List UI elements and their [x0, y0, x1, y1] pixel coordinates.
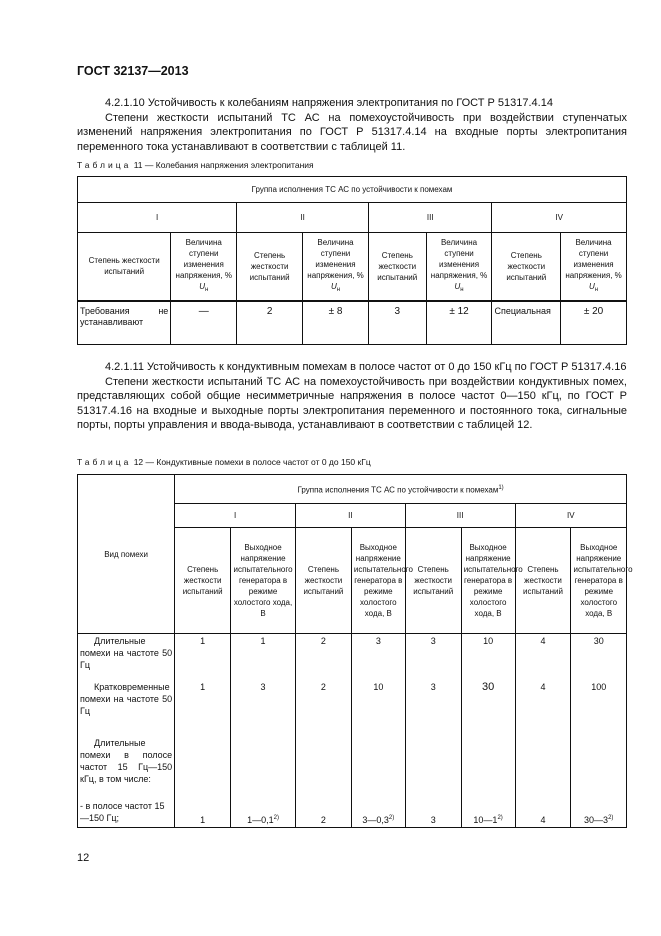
cell: [175, 736, 231, 794]
subheader: Степень жесткости испытаний: [368, 233, 426, 301]
cell-value: 1—0,1: [247, 815, 274, 825]
cell: 3: [368, 301, 426, 345]
group-header-text: Группа исполнения ТС АС по устойчивости к помехам: [297, 485, 499, 495]
cell: 1: [231, 634, 296, 680]
subheader: [303, 233, 369, 301]
group-i: I: [78, 203, 237, 233]
cell: 4: [515, 634, 571, 680]
unit-sub: н: [460, 286, 464, 293]
subheader: Степень жесткости испытаний: [78, 233, 171, 301]
cell: 100: [571, 680, 627, 736]
cell: [351, 794, 405, 828]
cell-value: 3—0,3: [362, 815, 389, 825]
cell: Специальная: [492, 301, 561, 345]
subheader: Степень жесткости испытаний: [237, 233, 303, 301]
cell-value: 10—1: [473, 815, 498, 825]
footnote-ref: 2): [388, 815, 395, 821]
footnote-ref: 2): [497, 815, 503, 821]
section-heading: 4.2.1.11 Устойчивость к кондуктивным помехам в полосе частот от 0 до 150 кГц по ГОСТ Р 51317.4.16: [105, 361, 627, 373]
cell: 1: [175, 794, 231, 828]
cell: 3: [405, 794, 461, 828]
caption-text: 12 — Кондуктивные помехи в полосе частот от 0 до 150 кГц: [131, 457, 371, 467]
cell: 3: [405, 634, 461, 680]
unit: U: [199, 281, 205, 291]
section-text: Степени жесткости испытаний ТС АС на помехоустойчивость при воздействии ступенчатых изменений напряжения электропитания по ГОСТ Р 51317.4.14 на входные порты электропитания переменного тока устанавливают в соответствии с таблицей 11.: [77, 111, 627, 153]
table-12: [77, 474, 633, 828]
subheader: Степень жесткости испытаний: [295, 528, 351, 634]
unit: U: [330, 281, 337, 291]
cell: 30: [571, 634, 627, 680]
section-text: Степени жесткости испытаний ТС АС на помехоустойчивость при воздействии кондуктивных помех, представляющих собой общие несимметричные напряжения в полосе частот 0—150 кГц, по ГОСТ Р 51317.4.16 на входные и выходные порты электропитания переменного и постоянного тока, сигнальные порты, порты управления и ввода-вывода, устанавливают в соответствии с таблицей 12.: [77, 375, 627, 431]
unit-sub: н: [336, 286, 341, 293]
unit: U: [454, 281, 461, 291]
group-ii: II: [295, 504, 405, 528]
cell: [231, 794, 296, 828]
cell: ± 20: [561, 301, 627, 345]
cell: —: [171, 301, 237, 345]
subheader-text: Величина ступени изменения напряжения, %: [430, 237, 488, 280]
cell: 30: [461, 680, 515, 736]
row-header: Вид помехи: [78, 475, 175, 634]
cell: 2: [295, 794, 351, 828]
row-label: Кратковременные помехи на частоте 50 Гц: [78, 680, 175, 736]
cell: 3: [351, 634, 405, 680]
cell: ± 8: [303, 301, 369, 345]
cell: 10: [351, 680, 405, 736]
subheader: Выходное напряжение испытательного генератора в режиме холостого хода, В: [461, 528, 515, 634]
section-heading: 4.2.1.10 Устойчивость к колебаниям напряжения электропитания по ГОСТ Р 51317.4.14: [105, 97, 553, 109]
table-row: [78, 680, 627, 736]
document-header: ГОСТ 32137—2013: [77, 64, 189, 78]
cell: [571, 736, 627, 794]
cell: Требования не устанавливают: [78, 301, 171, 345]
cell: [295, 736, 351, 794]
cell: 3: [231, 680, 296, 736]
subheader: [426, 233, 492, 301]
section-4-2-1-10: [77, 96, 627, 154]
cell: 3: [405, 680, 461, 736]
subheader: Степень жесткости испытаний: [492, 233, 561, 301]
footnote-ref: 2): [273, 815, 279, 821]
group-iii: III: [368, 203, 492, 233]
group-iv: IV: [515, 504, 627, 528]
table-row: [78, 301, 627, 345]
group-i: I: [175, 504, 296, 528]
cell: 2: [295, 634, 351, 680]
group-iv: IV: [492, 203, 627, 233]
group-header: Группа исполнения ТС АС по устойчивости к помехам: [78, 177, 627, 203]
group-header: [175, 475, 627, 504]
unit-sub: н: [594, 286, 599, 293]
group-iii: III: [405, 504, 515, 528]
cell: 4: [515, 794, 571, 828]
table-row: [78, 794, 627, 828]
cell: 2: [295, 680, 351, 736]
cell: 2: [237, 301, 303, 345]
table-row: [78, 634, 627, 680]
subheader-text: Величина ступени изменения напряжения, %: [175, 237, 232, 280]
subheader-text: Величина ступени изменения напряжения, %: [307, 237, 364, 280]
cell: [231, 736, 296, 794]
caption-text: 11 — Колебания напряжения электропитания: [131, 160, 314, 170]
subheader: [171, 233, 237, 301]
subheader: Степень жесткости испытаний: [175, 528, 231, 634]
footnote-ref: 1): [498, 484, 504, 491]
table-11: [77, 176, 627, 345]
group-ii: II: [237, 203, 369, 233]
unit-sub: н: [204, 286, 209, 293]
cell: ± 12: [426, 301, 492, 345]
subheader: Степень жесткости испытаний: [405, 528, 461, 634]
cell: [515, 736, 571, 794]
section-4-2-1-11: [77, 360, 627, 433]
cell: 1: [175, 680, 231, 736]
subheader: Выходное напряжение испытательного генератора в режиме холостого хода, В: [571, 528, 627, 634]
cell: [461, 794, 515, 828]
cell: [571, 794, 627, 828]
row-label: Длительные помехи на частоте 50 Гц: [78, 634, 175, 680]
cell: 10: [461, 634, 515, 680]
page-number: 12: [77, 852, 90, 864]
caption-prefix: Таблица: [77, 457, 132, 467]
cell: [461, 736, 515, 794]
subheader-text: Величина ступени изменения напряжения, %: [565, 237, 622, 280]
cell-value: 30—3: [584, 815, 609, 825]
cell: 4: [515, 680, 571, 736]
cell: [351, 736, 405, 794]
table-11-caption: [77, 160, 314, 170]
cell: 1: [175, 634, 231, 680]
unit: U: [588, 281, 595, 291]
subheader: [561, 233, 627, 301]
row-label: Длительные помехи в полосе частот 15 Гц—150 кГц, в том числе:: [78, 736, 175, 794]
row-label: - в полосе частот 15—150 Гц;: [78, 794, 175, 828]
subheader: Степень жесткости испытаний: [515, 528, 571, 634]
table-12-caption: [77, 457, 371, 467]
caption-prefix: Таблица: [77, 160, 132, 170]
subheader: Выходное напряжение испытательного генератора в режиме холостого хода, В: [351, 528, 405, 634]
cell: [405, 736, 461, 794]
table-row: [78, 736, 627, 794]
subheader: Выходное напряжение испытательного генератора в режиме холостого хода, В: [231, 528, 296, 634]
footnote-ref: 2): [608, 815, 614, 821]
